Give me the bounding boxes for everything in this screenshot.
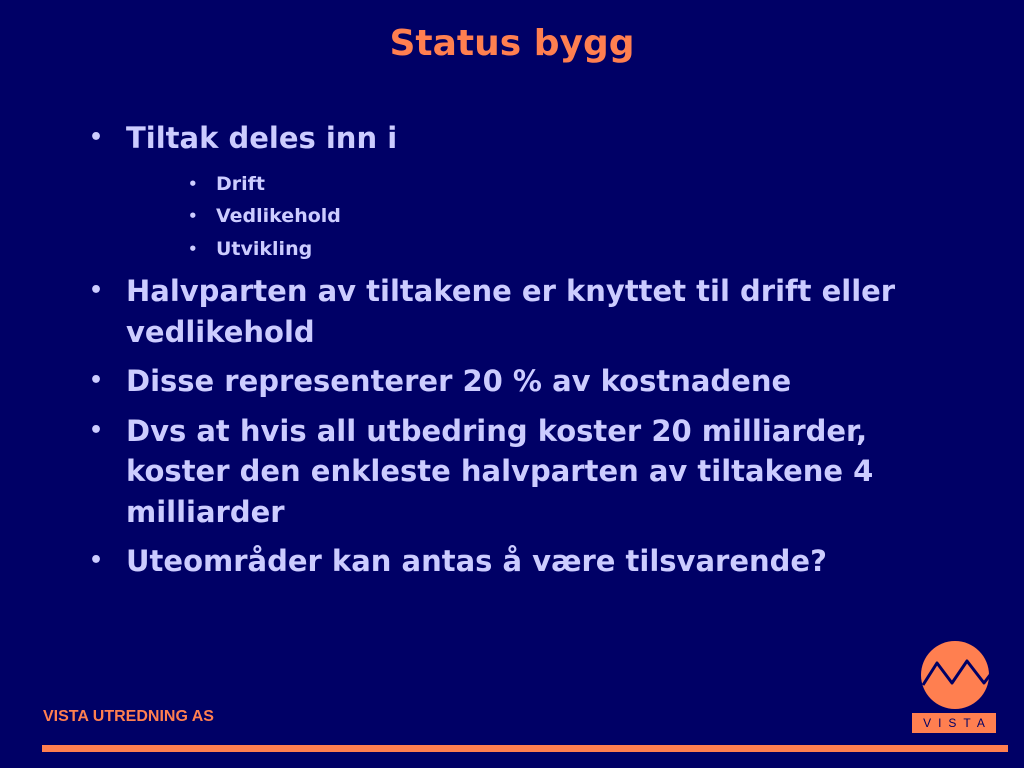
bullet-icon: • <box>89 125 104 150</box>
bullet-item <box>84 541 964 582</box>
bullet-text: Disse representerer 20 % av kostnadene <box>126 364 792 398</box>
sub-bullet-item <box>84 233 964 266</box>
company-name: VISTA UTREDNING AS <box>43 708 214 725</box>
vista-logo-label: VISTA <box>912 713 996 733</box>
bullet-icon: • <box>188 207 198 225</box>
sub-bullet-item <box>84 168 964 201</box>
sub-bullet-text: Utvikling <box>216 237 313 260</box>
bullet-text: Uteområder kan antas å være tilsvarende? <box>126 544 827 578</box>
sub-bullet-item <box>84 200 964 233</box>
sub-bullet-text: Drift <box>216 172 266 195</box>
bullet-icon: • <box>89 278 104 303</box>
slide-title: Status bygg <box>389 23 635 64</box>
bullet-icon: • <box>89 417 104 443</box>
bullet-icon: • <box>188 239 198 258</box>
bullet-icon: • <box>188 174 198 193</box>
bullet-list <box>84 118 964 591</box>
bullet-text: Halvparten av tiltakene er knyttet til drift eller vedlikehold <box>126 274 896 349</box>
bullet-item <box>84 411 964 533</box>
vista-logo-icon <box>912 639 998 713</box>
sub-bullet-list <box>84 168 964 266</box>
bullet-item <box>84 361 964 402</box>
bullet-text: Tiltak deles inn i <box>126 121 398 155</box>
vista-logo <box>912 639 998 737</box>
bullet-icon: • <box>89 548 104 573</box>
footer-divider <box>42 745 1008 752</box>
bullet-item <box>84 118 964 159</box>
bullet-item <box>84 271 964 352</box>
bullet-icon: • <box>89 368 104 393</box>
bullet-text: Dvs at hvis all utbedring koster 20 milliarder, koster den enkleste halvparten av tiltakene 4 milliarder <box>126 413 874 529</box>
sub-bullet-text: Vedlikehold <box>216 205 341 227</box>
